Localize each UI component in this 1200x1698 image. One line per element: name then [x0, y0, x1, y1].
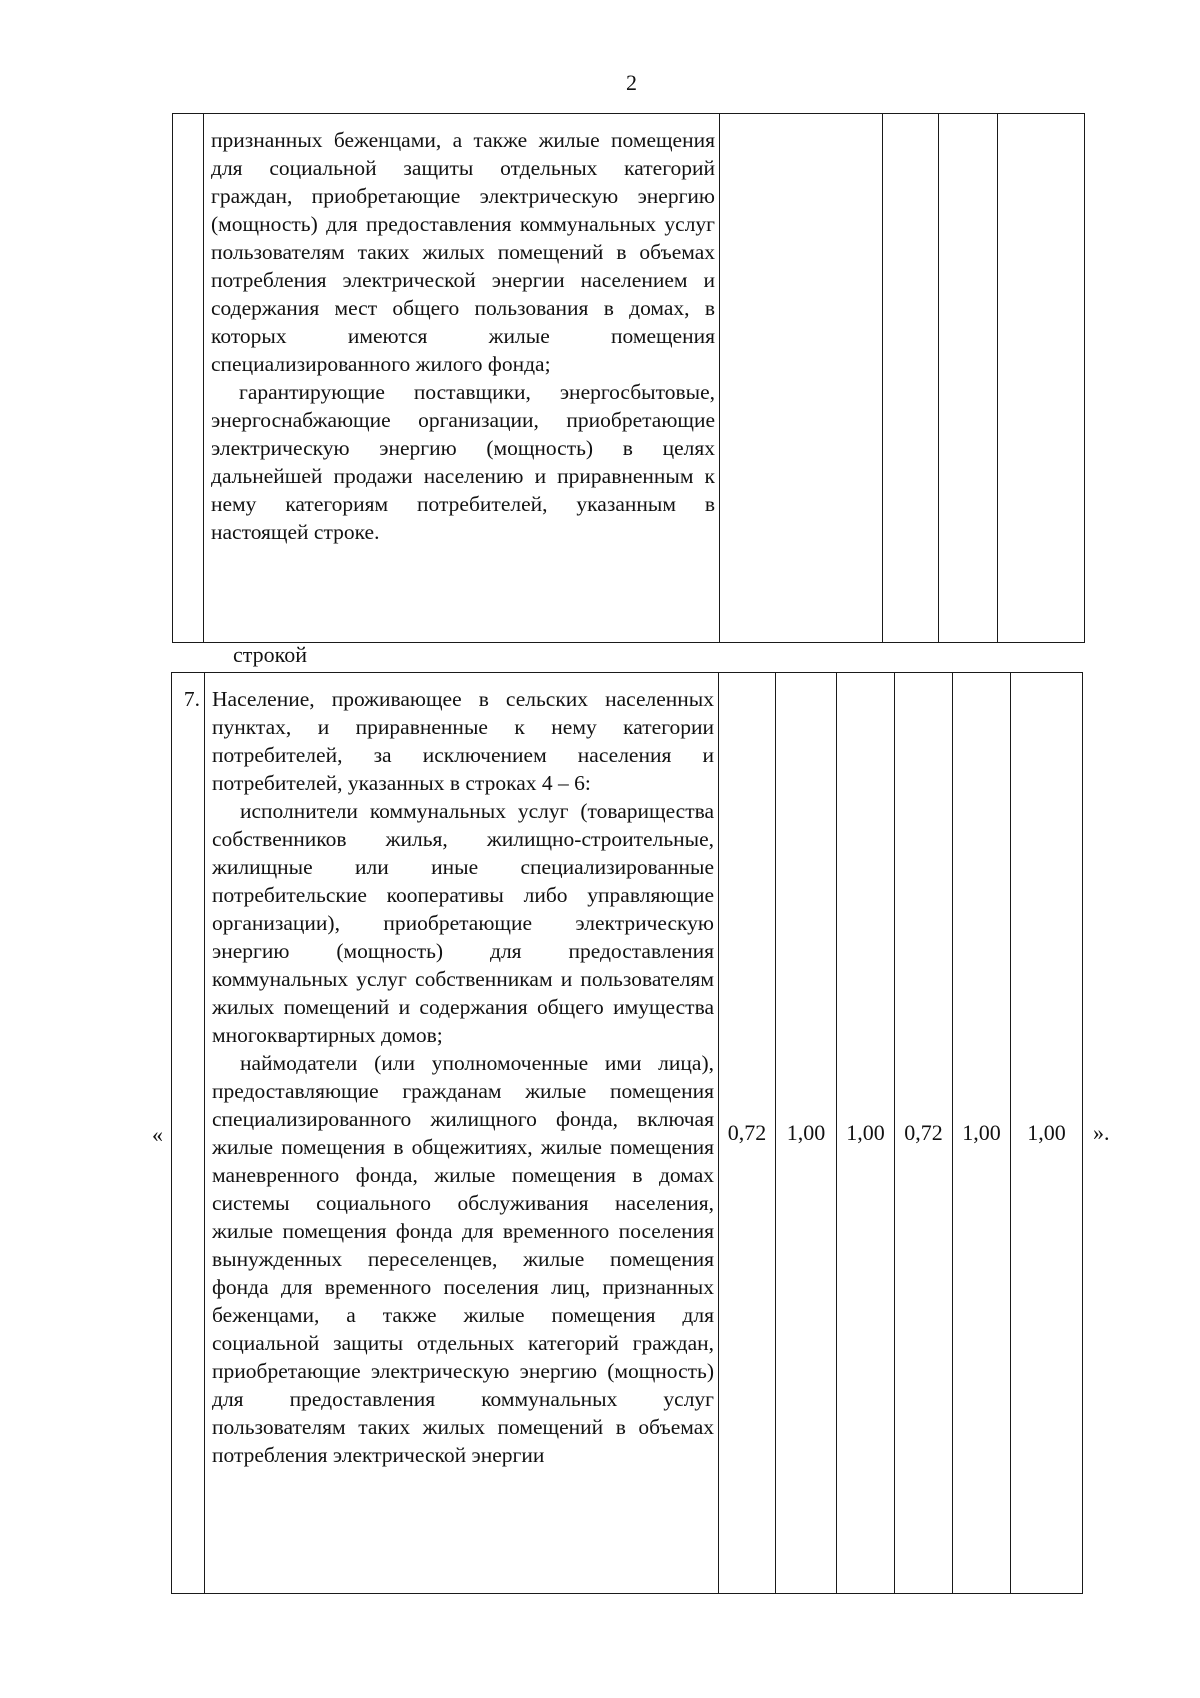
paragraph: Население, проживающее в сельских населенных пунктах, и приравненные к нему категории потребителей, за исключением населения и потребителей, указанных в строках 4 – 6:: [212, 687, 714, 795]
value-cell: 1,00: [837, 673, 895, 1594]
value-cell: 1,00: [953, 673, 1011, 1594]
value-cell: [998, 114, 1085, 643]
table-row: [172, 673, 1083, 1594]
number-cell: [173, 114, 204, 643]
page-number: 2: [626, 70, 637, 95]
value-cell: [939, 114, 998, 643]
value-cell: 0,72: [719, 673, 776, 1594]
value-cell: 0,72: [895, 673, 953, 1594]
paragraph: исполнители коммунальных услуг (товарищества собственников жилья, жилищно-строительные, жилищные или иные специализированные потребительские кооперативы либо управляющие организации), приобретающие электрическую энергию (мощность) для предоставления коммунальных услуг собственникам и пользователям жилых помещений и содержания общего имущества многоквартирных домов;: [212, 799, 714, 1047]
paragraph: признанных беженцами, а также жилые помещения для социальной защиты отдельных категорий граждан, приобретающие электрическую энергию (мощность) для предоставления коммунальных услуг пользователям таких жилых помещений в объемах потребления электрической энергии населением и содержания мест общего пользования в домах, в которых имеются жилые помещения специализированного жилого фонда;: [211, 128, 715, 376]
row-number: 7.: [172, 673, 205, 1594]
value-cell: [883, 114, 939, 643]
table-continuation: [172, 113, 1085, 643]
paragraph: гарантирующие поставщики, энергосбытовые, энергоснабжающие организации, приобретающие электрическую энергию (мощность) в целях дальнейшей продажи населению и приравненным к нему категориям потребителей, указанным в настоящей строке.: [211, 380, 715, 544]
value-cell: 1,00: [1011, 673, 1083, 1594]
table-row-7: [171, 672, 1083, 1594]
description-cell: [204, 114, 720, 643]
description-cell: [205, 673, 719, 1594]
interleaved-text: строкой: [233, 642, 307, 667]
opening-quote: «: [152, 1122, 163, 1147]
value-cell: 1,00: [776, 673, 837, 1594]
paragraph: наймодатели (или уполномоченные ими лица), предоставляющие гражданам жилые помещения специализированного жилищного фонда, включая жилые помещения в общежитиях, жилые помещения маневренного фонда, жилые помещения в домах системы социального обслуживания населения, жилые помещения фонда для временного поселения вынужденных переселенцев, жилые помещения фонда для временного поселения лиц, признанных беженцами, а также жилые помещения для социальной защиты отдельных категорий граждан, приобретающие электрическую энергию (мощность) для предоставления коммунальных услуг пользователям таких жилых помещений в объемах потребления электрической энергии: [212, 1051, 714, 1467]
closing-quote: ».: [1093, 1120, 1110, 1145]
value-cell: [720, 114, 883, 643]
table-row: [173, 114, 1085, 643]
